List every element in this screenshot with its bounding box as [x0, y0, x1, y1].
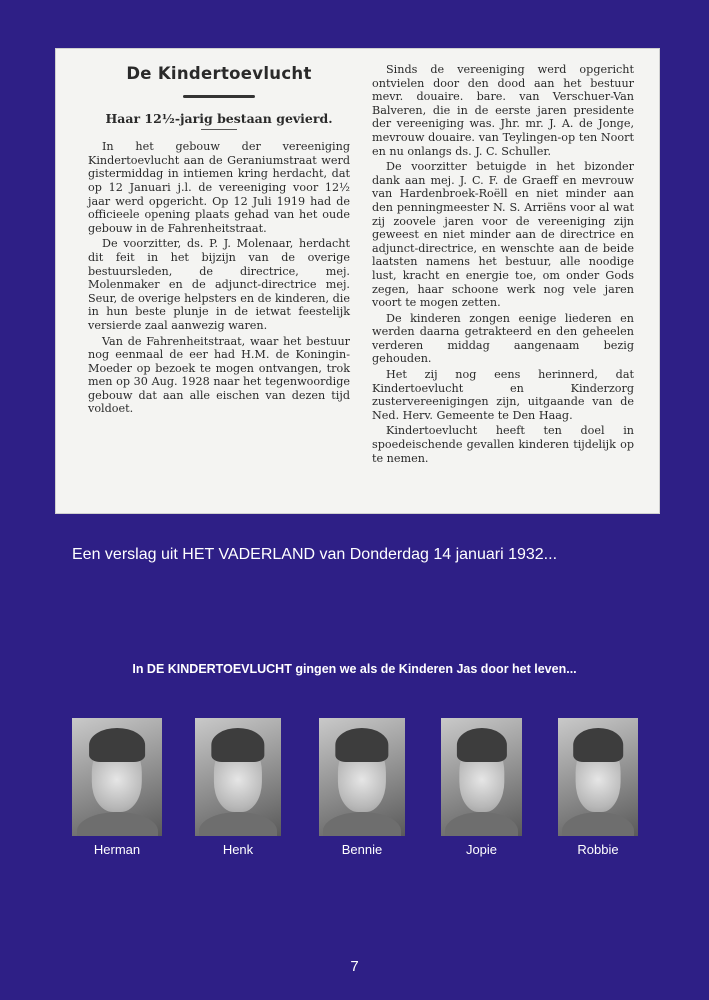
- photo-robbie: [558, 718, 638, 836]
- photo-bennie: [319, 718, 405, 836]
- newspaper-clipping: [55, 48, 660, 514]
- photo-jopie: [441, 718, 522, 836]
- child-name: Henk: [222, 842, 254, 857]
- clipping-paragraph: De voorzitter betuigde in het bizonder dank aan mej. J. C. F. de Graeff en mevrouw van Hardenbroek-Roëll en niet minder aan den penningmeester N. S. Arriëns voor al wat zij zoovele jaren voor de vereeniging zijn geweest en niet minder aan de directrice en adjunct-directrice, en wenschte aan de beide laatsten namens het bestuur, alle noodige lust, kracht en energie toe, om onder Gods zegen, haar schoone werk nog vele jaren voort te mogen zetten.: [372, 160, 634, 310]
- photo-herman: [72, 718, 162, 836]
- clipping-subtitle: Haar 12½-jarig bestaan gevierd.: [105, 110, 333, 126]
- clipping-paragraph: Sinds de vereeniging werd opgericht ontvielen door den dood aan het bestuur mevr. douaire. bare. van Verschuer-Van Balveren, die in de eerste jaren presidente der vereeniging was. Jhr. mr. J. A. de Jonge, mevrouw douaire. van Teylingen-op ten Noort en nu onlangs ds. J. C. Schuller.: [372, 63, 634, 158]
- clipping-paragraph: De kinderen zongen eenige liederen en werden daarna getrakteerd en den geheelen verderen middag aangenaam bezig gehouden.: [372, 311, 634, 366]
- title-divider: [183, 95, 255, 98]
- child-name: Herman: [93, 842, 141, 857]
- clipping-right-column: [372, 63, 634, 467]
- clipping-paragraph: In het gebouw der vereeniging Kindertoevlucht aan de Geraniumstraat werd gistermiddag in intiemen kring herdacht, dat op 12 Januari j.l. de vereeniging voor 12½ jaar werd opgericht. Op 12 Juli 1919 had de officieele opening plaats gehad van het oude gebouw in de Fahrenheitstraat.: [88, 140, 350, 235]
- clipping-paragraph: Van de Fahrenheitstraat, waar het bestuur nog eenmaal de eer had H.M. de Koningin-Moeder op bezoek te mogen ontvangen, trok men op 30 Aug. 1928 naar het tegenwoordige gebouw dat aan alle eischen van dezen tijd voldoet.: [88, 334, 350, 416]
- clipping-paragraph: Het zij nog eens herinnerd, dat Kindertoevlucht en Kinderzorg zustervereenigingen zijn, uitgaande van de Ned. Herv. Gemeente te Den Haag.: [372, 368, 634, 422]
- clipping-title: De Kindertoevlucht: [126, 64, 312, 83]
- photo-henk: [195, 718, 281, 836]
- child-name: Bennie: [341, 842, 383, 857]
- clipping-caption: Een verslag uit HET VADERLAND van Donderdag 14 januari 1932...: [72, 546, 558, 563]
- clipping-left-column: [88, 63, 350, 418]
- clipping-paragraph: De voorzitter, ds. P. J. Molenaar, herdacht dit feit in het bijzijn van de overige bestuursleden, de directrice, mej. Molenmaker en de adjunct-directrice mej. Seur, de overige helpsters en de kinderen, die in hun beste plunje in de ietwat feestelijk versierde zaal aanwezig waren.: [88, 237, 350, 332]
- subtitle-divider: [201, 129, 237, 130]
- family-heading: In DE KINDERTOEVLUCHT gingen we als de Kinderen Jas door het leven...: [132, 662, 577, 676]
- child-name: Robbie: [577, 842, 619, 857]
- page-number: 7: [350, 958, 359, 975]
- clipping-paragraph: Kindertoevlucht heeft ten doel in spoedeischende gevallen kinderen tijdelijk op te nemen.: [372, 424, 634, 465]
- child-name: Jopie: [465, 842, 498, 857]
